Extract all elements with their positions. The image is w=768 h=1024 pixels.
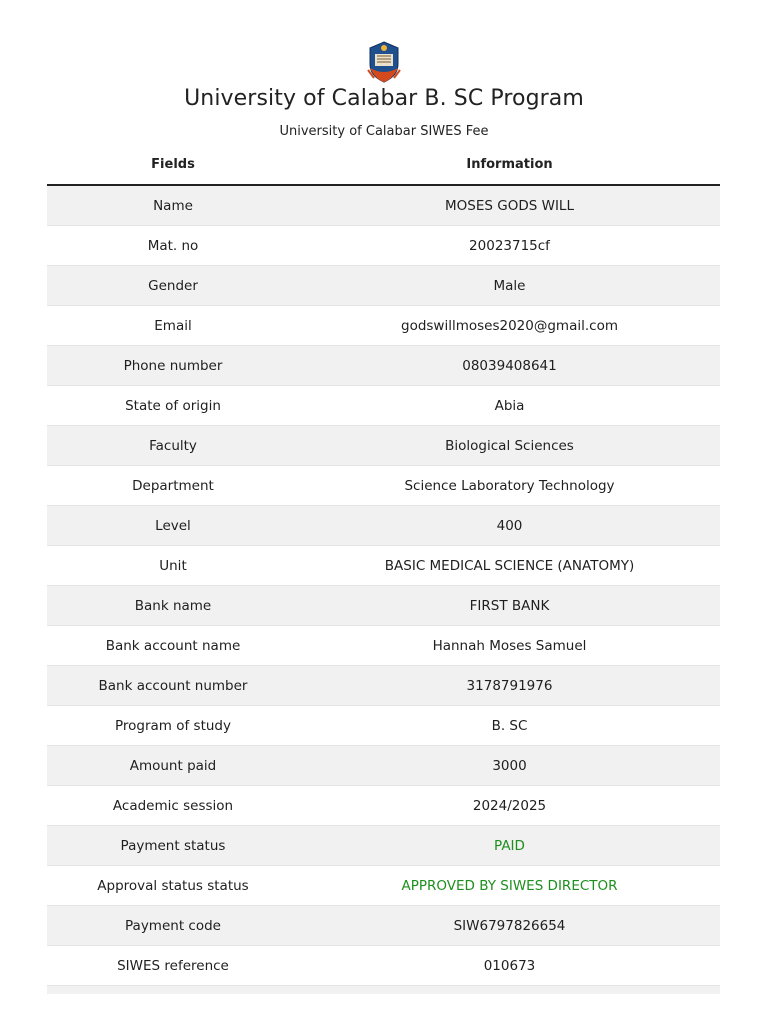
table-row — [47, 346, 720, 386]
field-value: 3178791976 — [299, 666, 720, 706]
field-value: BASIC MEDICAL SCIENCE (ANATOMY) — [299, 546, 720, 586]
field-value: SIW6797826654 — [299, 906, 720, 946]
field-value: FIRST BANK — [299, 586, 720, 626]
table-row — [47, 426, 720, 466]
field-label: Phone number — [47, 346, 299, 386]
field-label: SIWES reference — [47, 946, 299, 986]
table-row — [47, 306, 720, 346]
table-row — [47, 466, 720, 506]
field-label: Department — [47, 466, 299, 506]
field-label: Academic session — [47, 786, 299, 826]
field-label: Bank account name — [47, 626, 299, 666]
field-label: Payment status — [47, 826, 299, 866]
field-label: Approval status status — [47, 866, 299, 906]
table-row — [47, 266, 720, 306]
field-label: Bank account number — [47, 666, 299, 706]
field-value: 010673 — [299, 946, 720, 986]
table-row — [47, 786, 720, 826]
table-row — [47, 586, 720, 626]
table-row — [47, 626, 720, 666]
page-title: University of Calabar B. SC Program — [184, 86, 584, 111]
table-row — [47, 946, 720, 986]
field-value: godswillmoses2020@gmail.com — [299, 306, 720, 346]
field-value: 08039408641 — [299, 346, 720, 386]
field-value: Male — [299, 266, 720, 306]
field-value: 2024/2025 — [299, 786, 720, 826]
table-row — [47, 386, 720, 426]
field-value: 400 — [299, 506, 720, 546]
table-row — [47, 185, 720, 226]
table-row — [47, 826, 720, 866]
table-row — [47, 906, 720, 946]
payment-status-value: PAID — [299, 826, 720, 866]
page-subtitle: University of Calabar SIWES Fee — [279, 124, 489, 139]
table-header-row — [47, 145, 720, 185]
table-row — [47, 746, 720, 786]
field-label: Amount paid — [47, 746, 299, 786]
field-value: Abia — [299, 386, 720, 426]
field-label: Level — [47, 506, 299, 546]
field-value: Hannah Moses Samuel — [299, 626, 720, 666]
field-label: Program of study — [47, 706, 299, 746]
field-label: Payment code — [47, 906, 299, 946]
details-table — [47, 145, 720, 986]
details-table-container — [47, 145, 720, 994]
table-row — [47, 666, 720, 706]
table-row — [47, 226, 720, 266]
field-value: Biological Sciences — [299, 426, 720, 466]
table-row — [47, 506, 720, 546]
field-label: Mat. no — [47, 226, 299, 266]
field-label: Gender — [47, 266, 299, 306]
field-value: B. SC — [299, 706, 720, 746]
field-value: Science Laboratory Technology — [299, 466, 720, 506]
field-value: MOSES GODS WILL — [299, 185, 720, 226]
column-header-information: Information — [299, 145, 720, 185]
university-crest-icon — [364, 40, 404, 84]
table-row — [47, 546, 720, 586]
column-header-fields: Fields — [47, 145, 299, 185]
field-label: Unit — [47, 546, 299, 586]
approval-status-value: APPROVED BY SIWES DIRECTOR — [299, 866, 720, 906]
table-row — [47, 706, 720, 746]
table-footer-strip — [47, 986, 720, 994]
field-label: Faculty — [47, 426, 299, 466]
field-label: Name — [47, 185, 299, 226]
field-label: Email — [47, 306, 299, 346]
field-value: 20023715cf — [299, 226, 720, 266]
table-row — [47, 866, 720, 906]
field-label: Bank name — [47, 586, 299, 626]
field-label: State of origin — [47, 386, 299, 426]
field-value: 3000 — [299, 746, 720, 786]
